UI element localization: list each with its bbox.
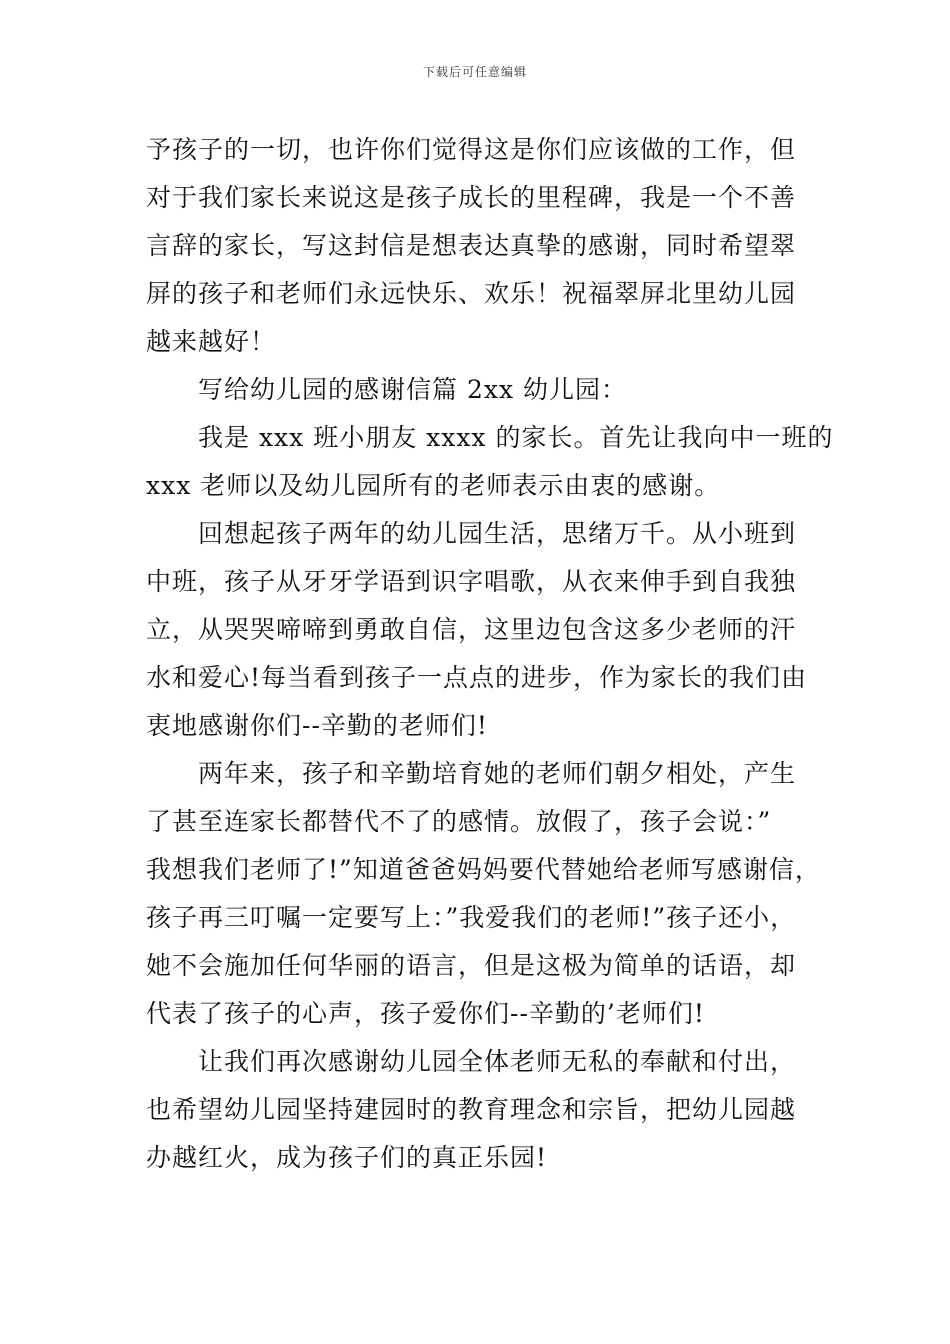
text-line: 予孩子的一切，也许你们觉得这是你们应该做的工作，但 (146, 135, 797, 164)
text-line: 代表了孩子的心声，孩子爱你们--辛勤的’老师们! (146, 999, 705, 1028)
text-line: 让我们再次感谢幼儿园全体老师无私的奉献和付出， (198, 1047, 797, 1076)
text-line: 两年来，孩子和辛勤培育她的老师们朝夕相处，产生 (198, 759, 797, 788)
text-line: 水和爱心!每当看到孩子一点点的进步，作为家长的我们由 (146, 663, 808, 692)
text-line: 对于我们家长来说这是孩子成长的里程碑，我是一个不善 (146, 183, 797, 212)
text-line: 言辞的家长，写这封信是想表达真挚的感谢，同时希望翠 (146, 231, 797, 260)
letter-body (146, 126, 834, 1182)
text-line: 办越红火，成为孩子们的真正乐园! (146, 1143, 548, 1172)
text-line: 写给幼儿园的感谢信篇 2xx 幼儿园： (198, 375, 627, 404)
text-line: 我想我们老师了!”知道爸爸妈妈要代替她给老师写感谢信， (146, 855, 821, 884)
text-line: 越来越好！ (146, 327, 277, 356)
text-line: 她不会施加任何华丽的语言，但是这极为简单的话语，却 (146, 951, 797, 980)
text-line: 也希望幼儿园坚持建园时的教育理念和宗旨，把幼儿园越 (146, 1095, 797, 1124)
page-header: 下载后可任意编辑 (422, 65, 527, 79)
text-line: 了甚至连家长都替代不了的感情。放假了，孩子会说：” (146, 807, 772, 836)
text-line: 回想起孩子两年的幼儿园生活，思绪万千。从小班到 (198, 519, 797, 548)
text-line: xxx 老师以及幼儿园所有的老师表示由衷的感谢。 (146, 471, 721, 500)
text-line: 屏的孩子和老师们永远快乐、欢乐！祝福翠屏北里幼儿园 (146, 279, 797, 308)
text-line: 我是 xxx 班小朋友 xxxx 的家长。首先让我向中一班的 (198, 423, 834, 452)
text-line: 立，从哭哭啼啼到勇敢自信，这里边包含这多少老师的汗 (146, 615, 797, 644)
text-line: 衷地感谢你们--辛勤的老师们! (146, 711, 488, 740)
text-line: 中班，孩子从牙牙学语到识字唱歌，从衣来伸手到自我独 (146, 567, 797, 596)
text-line: 孩子再三叮嘱一定要写上：”我爱我们的老师!”孩子还小， (146, 903, 797, 932)
